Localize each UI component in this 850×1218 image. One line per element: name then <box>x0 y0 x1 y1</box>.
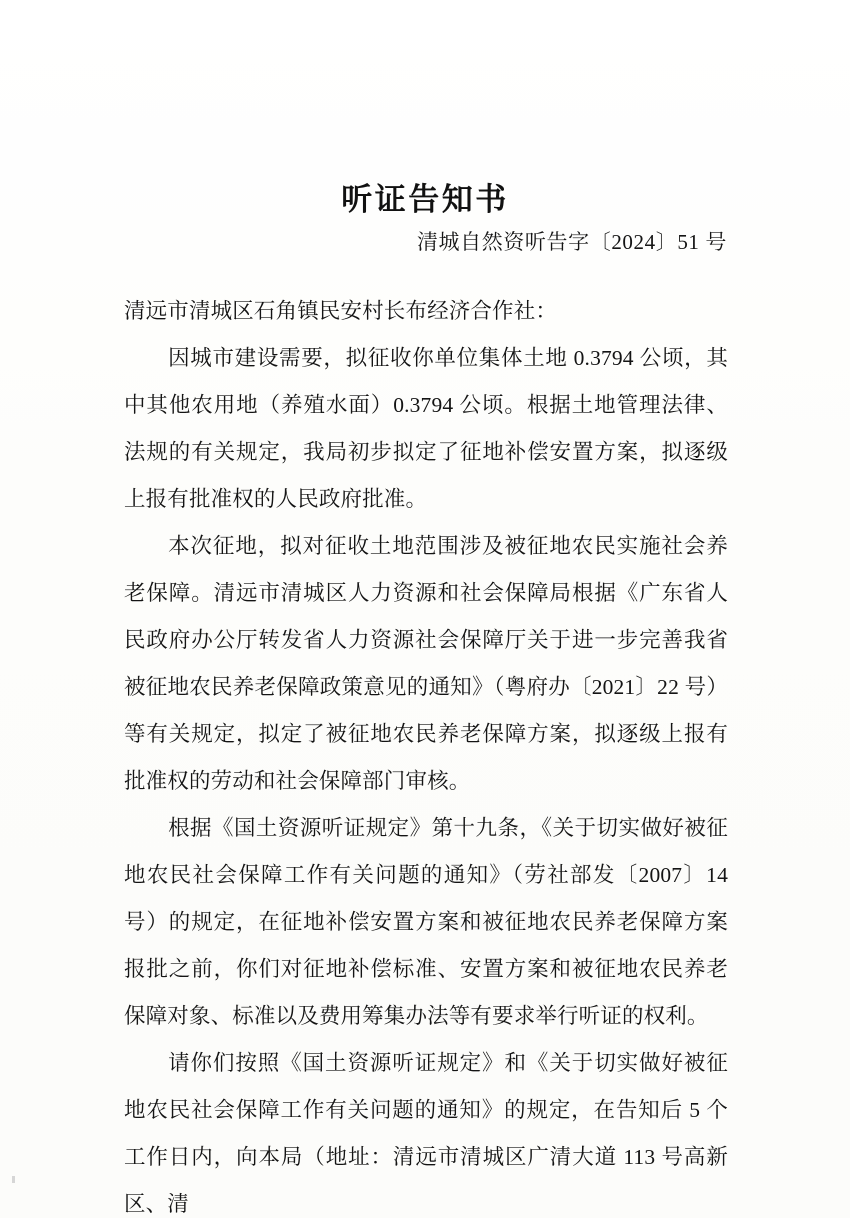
paragraph-4: 请你们按照《国土资源听证规定》和《关于切实做好被征地农民社会保障工作有关问题的通知》的规定，在告知后 5 个工作日内，向本局（地址：清远市清城区广清大道 113 号高新区、清 <box>124 1051 728 1216</box>
document-number: 清城自然资听告字〔2024〕51 号 <box>416 230 727 254</box>
page-title: 听证告知书 <box>341 181 509 217</box>
document-body <box>124 288 728 1218</box>
paragraph-2: 本次征地，拟对征收土地范围涉及被征地农民实施社会养老保障。清远市清城区人力资源和社会保障局根据《广东省人民政府办公厅转发省人力资源社会保障厅关于进一步完善我省被征地农民养老保障政策意见的通知》（粤府办〔2021〕22 号）等有关规定，拟定了被征地农民养老保障方案，拟逐级上报有批准权的劳动和社会保障部门审核。 <box>124 534 728 793</box>
paragraph-1: 因城市建设需要，拟征收你单位集体土地 0.3794 公顷，其中其他农用地（养殖水面）0.3794 公顷。根据土地管理法律、法规的有关规定，我局初步拟定了征地补偿安置方案，拟逐级上报有批准权的人民政府批准。 <box>124 346 728 511</box>
scan-artifact-speck <box>12 1176 15 1183</box>
paragraph-3: 根据《国土资源听证规定》第十九条，《关于切实做好被征地农民社会保障工作有关问题的通知》（劳社部发〔2007〕14 号）的规定，在征地补偿安置方案和被征地农民养老保障方案报批之前，你们对征地补偿标准、安置方案和被征地农民养老保障对象、标准以及费用筹集办法等有要求举行听证的权利。 <box>124 816 728 1028</box>
salutation-line: 清远市清城区石角镇民安村长布经济合作社： <box>124 299 558 323</box>
